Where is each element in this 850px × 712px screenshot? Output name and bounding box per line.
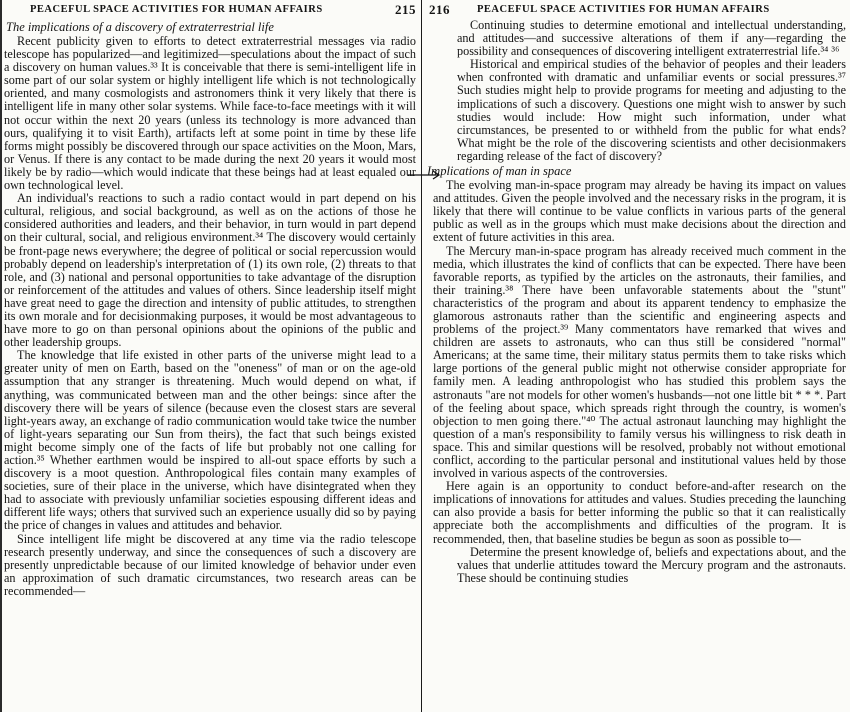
page-divider (421, 0, 422, 712)
paragraph: The Mercury man-in-space program has already received much comment in the media, which illustrates the kind of conflicts that can be expected. There have been favorable reports, as typified by the articles on the astronauts, their families, and their training.³⁸ There have been unfavorable statements about the "stunt" characteristics of the program and about its apparent tendency to emphasize the glamorous astronauts rather than the scientific and engineering aspects and problems of the project.³⁹ Many commentators have remarked that wives and children are assets to astronauts, who can thus still be considered "normal" Americans; at the same time, their military status permits them to take risks which large portions of the general public might not otherwise consider appropriate for family men. A leading anthropologist who has studied this problem says the astronauts "are not models for other women's husbands—not one little bit * * *. Part of the feeling about space, which spreads right through the country, is women's objection to men going there."⁴⁰ The actual astronaut launching may highlight the question of a man's responsibility to family versus his willingness to risk death in space. This and similar questions will be resolved, probably not without emotional conflict, according to the particular personal and institutional values held by those involved in various aspects of the controversies. (433, 243, 846, 481)
paragraph: Since intelligent life might be discovered at any time via the radio telescope research presently underway, and since the consequences of such a discovery are presently unpredictable because of our limited knowledge of behavior under even an approximation of such dramatic circumstances, two research areas can be recommended— (4, 531, 416, 598)
indented-paragraph: Historical and empirical studies of the behavior of peoples and their leaders when confronted with dramatic and unfamiliar events or social pressures.³⁷ Such studies might help to provide programs for meeting and adjusting to the implications of such a discovery. Questions one might wish to answer by such studies would include: How might such information, under what circumstances, be presented to or withheld from the public for what ends? What might be the role of the discovering scientists and other decisionmakers regarding release of the fact of discovery? (457, 57, 846, 163)
indented-paragraph: Continuing studies to determine emotional and intellectual understanding, and attitudes—and successive alterations of them if any—regarding the possibility and consequences of discovering intelligent extraterrestrial life.³⁴ ³⁶ (457, 18, 846, 59)
left-page (0, 0, 420, 712)
paragraph: The evolving man-in-space program may already be having its impact on values and attitudes. Given the people involved and the necessary risks in the program, it is likely that there will continue to be value conflicts in various parts of the general public as well as in the groups which must make decisions about the direction and extent of future activities in this area. (433, 178, 846, 245)
section-heading-extraterrestrial-life: The implications of a discovery of extraterrestrial life (6, 20, 274, 34)
paragraph: Here again is an opportunity to conduct before-and-after research on the implications of innovations for attitudes and values. Studies preceding the launching can also provide a basis for better informing the public so that it can realistically appreciate both the accomplishments and difficulties of the program. It is recommended, then, that baseline studies be begun as soon as possible to— (433, 479, 846, 546)
right-page-header (427, 0, 848, 19)
left-page-header (0, 0, 420, 19)
paragraph: The knowledge that life existed in other parts of the universe might lead to a greater unity of men on Earth, based on the "oneness" of man or on the age-old assumption that any stranger is threatening. Much would depend on what, if anything, was communicated between man and the other beings: since after the discovery there will be years of silence (because even the closest stars are several light-years away, an exchange of radio communication would take twice the number of light-years separating our Sun from theirs), the fact that such beings existed might become simply one of the facts of life but probably not one calling for action.³⁵ Whether earthmen would be inspired to all-out space efforts by such a discovery is a moot question. Anthropological files contain many examples of societies, sure of their place in the universe, which have disintegrated when they had to associate with previously unfamiliar societies espousing different ideas and different life ways; others that survived such an experience usually did so by paying the price of changes in values and attitudes and behavior. (4, 348, 416, 533)
paragraph: Recent publicity given to efforts to detect extraterrestrial messages via radio telescope has popularized—and legitimized—speculations about the impact of such a discovery on human values.³³ It is conceivable that there is semi-intelligent life in some part of our solar system or highly intelligent life which is not technologically oriented, and many cosmologists and astronomers think it very likely that there is intelligent life in many other solar systems. While face-to-face meetings with it will not occur within the next 20 years (unless its technology is more advanced than ours, qualifying it to visit Earth), artifacts left at some point in time by these life forms might possibly be discovered through our space activities on the Moon, Mars, or Venus. If there is any contact to be made during the next 20 years it would most likely be by radio—which would indicate that these beings had at least equaled our own technological level. (4, 34, 416, 193)
paragraph: An individual's reactions to such a radio contact would in part depend on his cultural, religious, and social background, as well as on the actions of those he considered authorities and leaders, and their behavior, in turn would in part depend on their cultural, social, and religious environment.³⁴ The discovery would certainly be front-page news everywhere; the degree of political or social repercussion would probably depend on leadership's interpretation of (1) its own role, (2) threats to that role, and (3) national and personal opportunities to take advantage of the disruption or reinforcement of the attitudes and values of others. Since leadership itself might have great need to gage the direction and intensity of public attitudes, to strengthen its own morale and for decisionmaking purposes, it would be most advantageous to have more to go on than personal opinions about the opinions of the public and other leadership groups. (4, 191, 416, 350)
right-page (427, 0, 848, 712)
right-running-head: PEACEFUL SPACE ACTIVITIES FOR HUMAN AFFAIRS (477, 4, 770, 15)
section-heading-man-in-space: Implications of man in space (427, 164, 572, 179)
indented-paragraph: Determine the present knowledge of, beliefs and expectations about, and the values that underlie attitudes toward the Mercury program and the astronauts. These should be continuing studies (457, 544, 846, 585)
left-running-head: PEACEFUL SPACE ACTIVITIES FOR HUMAN AFFAIRS (30, 4, 323, 15)
right-page-number: 216 (429, 2, 450, 17)
left-page-number: 215 (395, 2, 416, 17)
